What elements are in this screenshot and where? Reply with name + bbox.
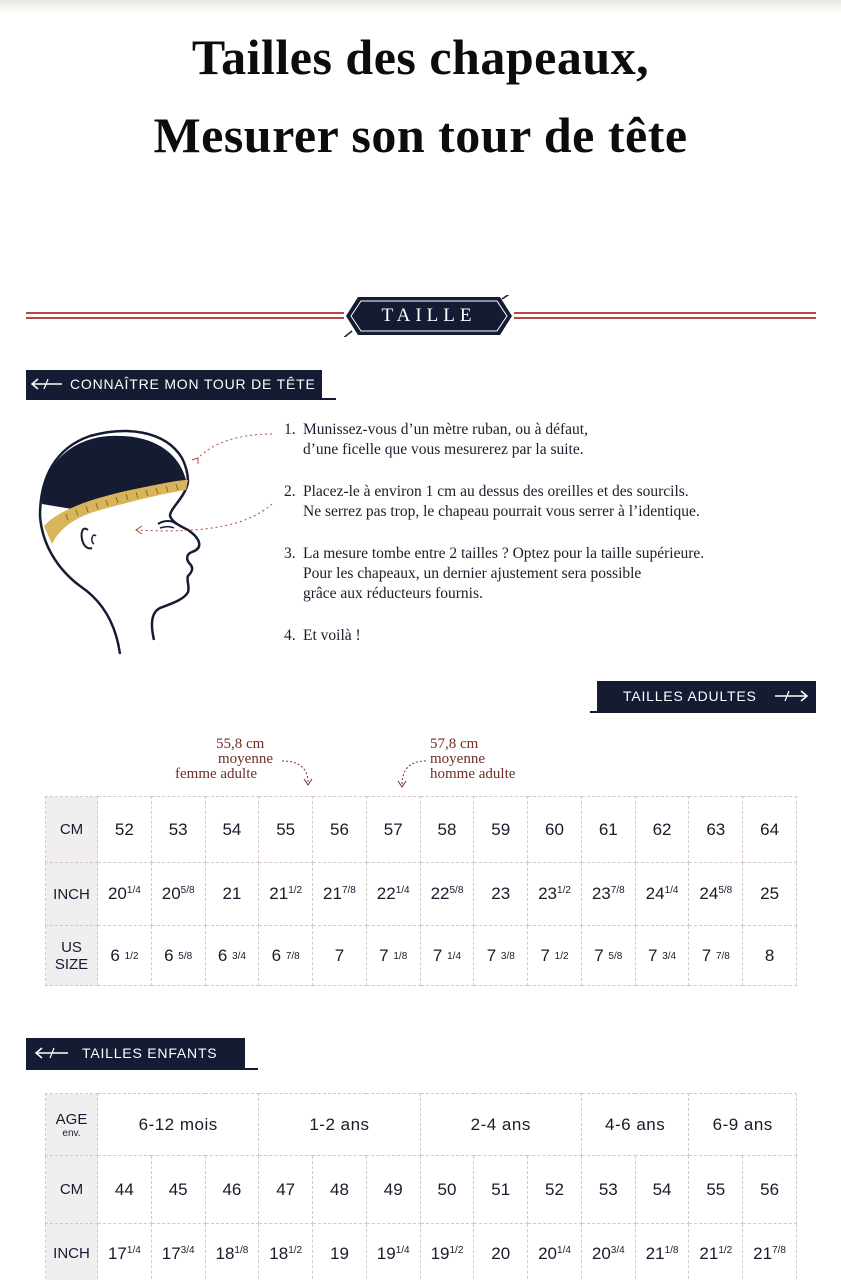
female-average-label: moyenne xyxy=(218,751,273,767)
inch-cell: $17^{1/4}$ xyxy=(98,1224,152,1280)
age-cell: 6-12 mois xyxy=(98,1094,259,1156)
adult-sizes-banner-label: TAILLES ADULTES xyxy=(623,688,757,704)
inch-cell: $21^{7/8}$ xyxy=(743,1224,797,1280)
cm-cell: 53 xyxy=(581,1156,635,1224)
kids-size-table xyxy=(45,1093,797,1280)
male-average-label: moyenne xyxy=(430,751,485,767)
us-size-cell: 6 $^{3/4}$ xyxy=(205,926,259,986)
us-size-cell: 6 $^{5/8}$ xyxy=(151,926,205,986)
step-text: La mesure tombe entre 2 tailles ? Optez pour la taille supérieure. Pour les chapeaux, un dernier ajustement sera possible grâce aux réducteurs fournis. xyxy=(303,545,705,602)
cm-cell: 60 xyxy=(528,797,582,863)
cm-header: CM xyxy=(46,1156,98,1224)
inch-cell: $20^{5/8}$ xyxy=(151,863,205,926)
inch-cell: $20^{1/4}$ xyxy=(98,863,152,926)
female-average-value: 55,8 cm xyxy=(216,736,265,752)
know-banner xyxy=(26,370,322,398)
male-average-note xyxy=(430,737,560,782)
step-text: Placez-le à environ 1 cm au dessus des oreilles et des sourcils. Ne serrez pas trop, le chapeau pourrait vous serrer à l’identique. xyxy=(303,483,700,520)
us-size-cell: 7 $^{1/4}$ xyxy=(420,926,474,986)
step-number: 2. xyxy=(284,483,296,500)
kids-sizes-banner xyxy=(26,1038,245,1068)
adult-size-table xyxy=(45,796,797,986)
male-note-arrow-icon xyxy=(394,757,428,789)
cm-cell: 50 xyxy=(420,1156,474,1224)
us-size-header: US SIZE xyxy=(46,926,98,986)
cm-header: CM xyxy=(46,797,98,863)
step-text: Et voilà ! xyxy=(303,627,361,644)
inch-cell: 20 xyxy=(474,1224,528,1280)
us-size-cell: 8 xyxy=(743,926,797,986)
page-title-line1: Tailles des chapeaux, xyxy=(191,29,650,85)
arrow-right-icon xyxy=(773,681,813,711)
kids-age-row xyxy=(46,1094,797,1156)
inch-cell: $22^{1/4}$ xyxy=(366,863,420,926)
cm-cell: 51 xyxy=(474,1156,528,1224)
inch-cell: $22^{5/8}$ xyxy=(420,863,474,926)
age-cell: 6-9 ans xyxy=(689,1094,797,1156)
cm-cell: 54 xyxy=(635,1156,689,1224)
us-size-cell: 7 xyxy=(313,926,367,986)
inch-cell: $17^{3/4}$ xyxy=(151,1224,205,1280)
inch-cell: $24^{1/4}$ xyxy=(635,863,689,926)
cm-cell: 45 xyxy=(151,1156,205,1224)
cm-cell: 48 xyxy=(313,1156,367,1224)
inch-header: INCH xyxy=(46,1224,98,1280)
step-number: 4. xyxy=(284,627,296,644)
us-size-cell: 7 $^{3/8}$ xyxy=(474,926,528,986)
cm-cell: 53 xyxy=(151,797,205,863)
inch-cell: $21^{1/2}$ xyxy=(259,863,313,926)
inch-cell: $19^{1/4}$ xyxy=(366,1224,420,1280)
age-cell: 1-2 ans xyxy=(259,1094,420,1156)
adult-cm-row xyxy=(46,797,797,863)
cm-cell: 56 xyxy=(743,1156,797,1224)
male-average-group: homme adulte xyxy=(430,766,516,782)
us-size-cell: 6 $^{7/8}$ xyxy=(259,926,313,986)
female-note-arrow-icon xyxy=(278,757,318,789)
top-fade xyxy=(0,0,841,14)
inch-cell: $20^{3/4}$ xyxy=(581,1224,635,1280)
step-number: 3. xyxy=(284,545,296,562)
inch-cell: $19^{1/2}$ xyxy=(420,1224,474,1280)
us-size-cell: 7 $^{3/4}$ xyxy=(635,926,689,986)
cm-cell: 64 xyxy=(743,797,797,863)
us-size-cell: 7 $^{7/8}$ xyxy=(689,926,743,986)
us-size-cell: 7 $^{5/8}$ xyxy=(581,926,635,986)
adult-sizes-banner xyxy=(597,681,816,711)
inch-cell: $23^{7/8}$ xyxy=(581,863,635,926)
cm-cell: 44 xyxy=(98,1156,152,1224)
know-banner-label: CONNAÎTRE MON TOUR DE TÊTE xyxy=(70,376,316,392)
cm-cell: 47 xyxy=(259,1156,313,1224)
inch-cell: 19 xyxy=(313,1224,367,1280)
adult-sizes-banner-underline xyxy=(590,711,816,713)
kids-sizes-banner-label: TAILLES ENFANTS xyxy=(82,1045,218,1061)
cm-cell: 46 xyxy=(205,1156,259,1224)
inch-cell: $18^{1/2}$ xyxy=(259,1224,313,1280)
us-size-cell: 7 $^{1/2}$ xyxy=(528,926,582,986)
cm-cell: 49 xyxy=(366,1156,420,1224)
kids-inch-row xyxy=(46,1224,797,1280)
cm-cell: 61 xyxy=(581,797,635,863)
cm-cell: 56 xyxy=(313,797,367,863)
inch-cell: 23 xyxy=(474,863,528,926)
cm-cell: 59 xyxy=(474,797,528,863)
inch-cell: $18^{1/8}$ xyxy=(205,1224,259,1280)
inch-cell: $21^{1/2}$ xyxy=(689,1224,743,1280)
head-measure-illustration xyxy=(20,418,300,663)
kids-cm-row xyxy=(46,1156,797,1224)
step-text: Munissez-vous d’un mètre ruban, ou à défaut, d’une ficelle que vous mesurerez par la suite. xyxy=(303,421,588,458)
cm-cell: 62 xyxy=(635,797,689,863)
page-title-line2: Mesurer son tour de tête xyxy=(153,107,688,163)
inch-cell: 25 xyxy=(743,863,797,926)
section-rule-left xyxy=(26,312,344,319)
age-header: AGE env. xyxy=(46,1094,98,1156)
cm-cell: 54 xyxy=(205,797,259,863)
section-badge-label: TAILLE xyxy=(381,305,477,326)
inch-cell: $24^{5/8}$ xyxy=(689,863,743,926)
cm-cell: 55 xyxy=(689,1156,743,1224)
inch-header: INCH xyxy=(46,863,98,926)
cm-cell: 58 xyxy=(420,797,474,863)
age-cell: 4-6 ans xyxy=(581,1094,689,1156)
inch-cell: $20^{1/4}$ xyxy=(528,1224,582,1280)
adult-inch-row xyxy=(46,863,797,926)
inch-cell: $21^{1/8}$ xyxy=(635,1224,689,1280)
us-size-cell: 6 $^{1/2}$ xyxy=(98,926,152,986)
kids-sizes-banner-underline xyxy=(26,1068,258,1070)
male-average-value: 57,8 cm xyxy=(430,736,479,752)
adult-us-row xyxy=(46,926,797,986)
arrow-left-icon xyxy=(28,370,64,398)
inch-cell: $21^{7/8}$ xyxy=(313,863,367,926)
female-average-group: femme adulte xyxy=(175,766,258,782)
cm-cell: 52 xyxy=(528,1156,582,1224)
section-rule-right xyxy=(514,312,816,319)
know-banner-underline xyxy=(26,398,336,400)
us-size-cell: 7 $^{1/8}$ xyxy=(366,926,420,986)
cm-cell: 52 xyxy=(98,797,152,863)
age-cell: 2-4 ans xyxy=(420,1094,581,1156)
inch-cell: 21 xyxy=(205,863,259,926)
cm-cell: 63 xyxy=(689,797,743,863)
arrow-left-icon xyxy=(32,1038,72,1068)
cm-cell: 57 xyxy=(366,797,420,863)
cm-cell: 55 xyxy=(259,797,313,863)
step-number: 1. xyxy=(284,421,296,438)
inch-cell: $23^{1/2}$ xyxy=(528,863,582,926)
